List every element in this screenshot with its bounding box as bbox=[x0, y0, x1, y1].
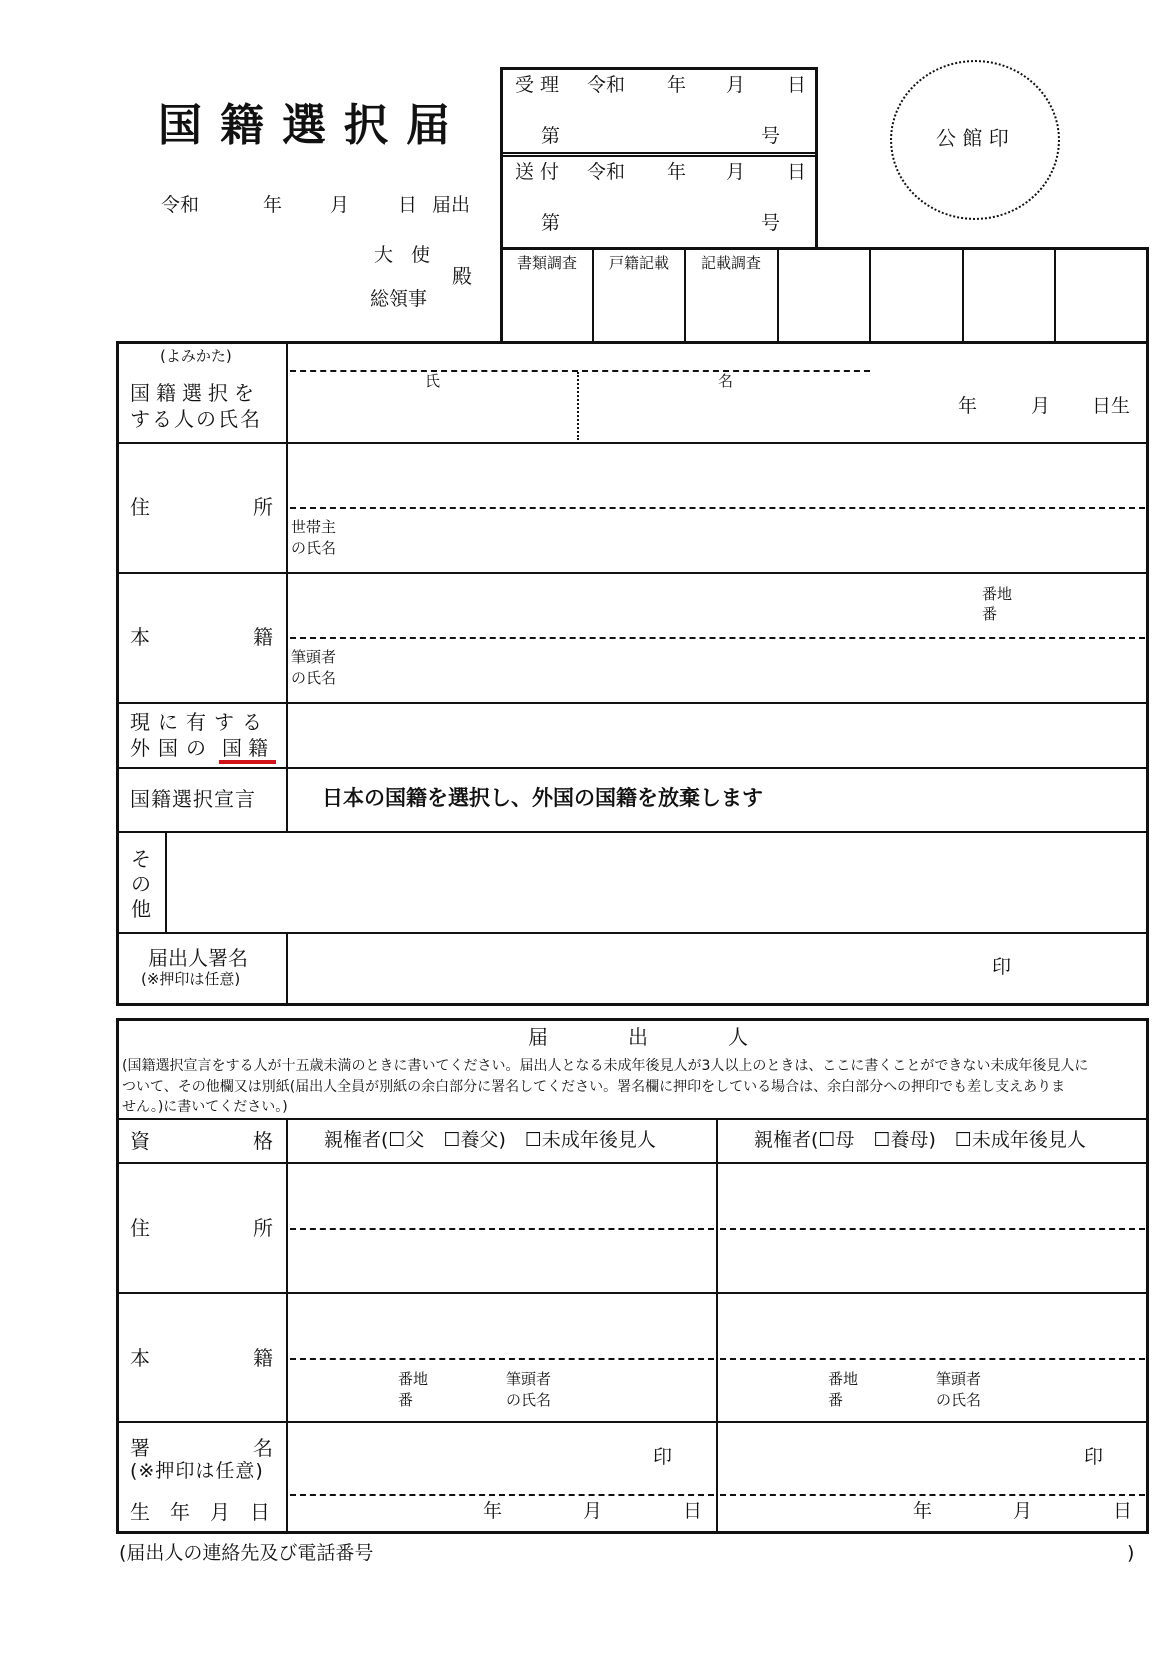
householder-name-input[interactable] bbox=[350, 510, 1145, 570]
notifier-2-banchi: 番地 bbox=[828, 1370, 859, 1388]
honseki-label-right: 籍 bbox=[253, 625, 273, 649]
notifier-row-divider bbox=[118, 1162, 1147, 1164]
office-divider-2 bbox=[502, 155, 816, 157]
send-day: 日 bbox=[787, 161, 807, 183]
row-divider bbox=[118, 442, 1147, 444]
householder-label-1: 世帯主 bbox=[291, 518, 337, 536]
date-day: 日 bbox=[398, 194, 418, 216]
addressee-consul: 総領事 bbox=[370, 288, 428, 310]
date-year: 年 bbox=[263, 194, 283, 216]
notifier-1-ban: 番 bbox=[398, 1391, 414, 1409]
foreign-label-line2a: 外国の bbox=[130, 736, 214, 760]
receipt-day: 日 bbox=[787, 74, 807, 96]
notifier-label-divider bbox=[286, 1120, 288, 1532]
receipt-label: 受 理 bbox=[515, 74, 560, 96]
signature-seal: 印 bbox=[992, 956, 1012, 978]
check-divider bbox=[869, 249, 871, 342]
signature-label: 届出人署名 bbox=[148, 946, 248, 970]
send-dai: 第 bbox=[541, 212, 561, 234]
signature-note: (※押印は任意) bbox=[141, 970, 241, 988]
notifier-row-divider bbox=[118, 1421, 1147, 1423]
honseki-label-left: 本 bbox=[130, 625, 150, 649]
notifier-2-honseki-input[interactable] bbox=[720, 1295, 1145, 1419]
row-divider bbox=[118, 767, 1147, 769]
receipt-month: 月 bbox=[726, 74, 746, 96]
notifier-address-label-right: 所 bbox=[253, 1216, 273, 1240]
check-divider bbox=[592, 249, 594, 342]
receipt-go: 号 bbox=[761, 125, 781, 147]
notifier-2-head-2: の氏名 bbox=[936, 1391, 982, 1409]
notifier-1-head-2: の氏名 bbox=[506, 1391, 552, 1409]
surname-label: 氏 bbox=[425, 372, 441, 390]
notifier-note-1: (国籍選択宣言をする人が十五歳未満のときに書いてください。届出人となる未成年後見人が3人以上のときは、ここに書くことができない未成年後見人に bbox=[122, 1058, 1089, 1074]
notifier-1-birth-day: 日 bbox=[683, 1500, 703, 1522]
notifier-sign-label-right: 名 bbox=[253, 1436, 273, 1460]
notifier-header: 届 出 人 bbox=[528, 1025, 748, 1049]
notifier-note-3: せん。)に書いてください。) bbox=[122, 1099, 288, 1115]
qualification-options-1[interactable]: 親権者(☐父 ☐養父) ☐未成年後見人 bbox=[324, 1129, 656, 1151]
family-head-label-2: の氏名 bbox=[291, 669, 337, 687]
notifier-birth-dashed bbox=[290, 1494, 714, 1496]
check-row bbox=[500, 247, 1149, 344]
notifier-note-2: ついて、その他欄又は別紙(届出人全員が別紙の余白部分に署名してください。署名欄に押印をしている場合は、余白部分への押印でも差し支えありま bbox=[122, 1079, 1066, 1095]
notifier-sign-note: (※押印は任意) bbox=[130, 1460, 264, 1482]
check-divider bbox=[1054, 249, 1056, 342]
receipt-era: 令和 bbox=[587, 74, 626, 96]
notifier-2-address-input[interactable] bbox=[720, 1165, 1145, 1290]
qualification-label-left: 資 bbox=[130, 1129, 150, 1153]
notifier-2-seal: 印 bbox=[1084, 1446, 1104, 1468]
contact-input[interactable] bbox=[400, 1540, 1120, 1568]
foreign-label-line1: 現に有する bbox=[130, 710, 270, 734]
other-label-3: 他 bbox=[131, 897, 151, 921]
notifier-honseki-label-right: 籍 bbox=[253, 1346, 273, 1370]
notifier-birth-dashed bbox=[720, 1494, 1145, 1496]
address-label-right: 所 bbox=[253, 495, 273, 519]
notifier-2-birth-day: 日 bbox=[1113, 1500, 1133, 1522]
addressee-ambassador: 大 使 bbox=[374, 244, 437, 266]
consulate-seal-label: 公 館 印 bbox=[936, 126, 1009, 150]
foreign-label-line2b: 国籍 bbox=[222, 736, 274, 760]
other-input[interactable] bbox=[170, 835, 1145, 930]
birth-year: 年 bbox=[958, 395, 978, 417]
notifier-1-birth-year: 年 bbox=[483, 1500, 503, 1522]
send-era: 令和 bbox=[587, 161, 626, 183]
contact-label: (届出人の連絡先及び電話番号 bbox=[119, 1542, 374, 1564]
notifier-2-head-1: 筆頭者 bbox=[936, 1370, 982, 1388]
check-document-review: 書類調査 bbox=[517, 254, 578, 272]
notifier-column-divider bbox=[716, 1120, 718, 1532]
notifier-sign-label-left: 署 bbox=[130, 1436, 150, 1460]
check-entry-review: 記載調査 bbox=[701, 254, 762, 272]
send-label: 送 付 bbox=[515, 161, 560, 183]
name-input-area[interactable] bbox=[290, 374, 1145, 440]
receipt-dai: 第 bbox=[541, 125, 561, 147]
householder-label-2: の氏名 bbox=[291, 539, 337, 557]
declaration-text: 日本の国籍を選択し、外国の国籍を放棄します bbox=[322, 786, 763, 810]
notifier-row-divider bbox=[118, 1118, 1147, 1120]
notifier-1-banchi: 番地 bbox=[398, 1370, 429, 1388]
row-divider bbox=[118, 932, 1147, 934]
red-underline bbox=[219, 760, 276, 764]
birth-month: 月 bbox=[1031, 395, 1051, 417]
label-column-divider-other bbox=[165, 833, 167, 932]
name-label-line2: する人の氏名 bbox=[130, 407, 262, 431]
notifier-1-seal: 印 bbox=[653, 1446, 673, 1468]
row-divider bbox=[118, 702, 1147, 704]
signature-input[interactable] bbox=[290, 935, 1145, 1003]
notifier-1-head-1: 筆頭者 bbox=[506, 1370, 552, 1388]
honseki-input[interactable] bbox=[290, 575, 970, 635]
yomikata-dashed-line bbox=[290, 370, 870, 372]
address-input[interactable] bbox=[290, 445, 1145, 505]
qualification-label-right: 格 bbox=[253, 1129, 273, 1153]
date-submitted: 届出 bbox=[432, 194, 471, 216]
notifier-row-divider bbox=[118, 1292, 1147, 1294]
check-divider bbox=[962, 249, 964, 342]
declaration-label: 国籍選択宣言 bbox=[130, 787, 256, 811]
name-label-line1: 国籍選択を bbox=[130, 381, 260, 405]
notifier-1-signature-input[interactable] bbox=[290, 1424, 714, 1492]
family-head-label-1: 筆頭者 bbox=[291, 648, 337, 666]
send-year: 年 bbox=[667, 161, 687, 183]
addressee-honorific: 殿 bbox=[452, 264, 472, 288]
notifier-honseki-label-left: 本 bbox=[130, 1346, 150, 1370]
yomikata-label: (よみかた) bbox=[160, 347, 232, 365]
check-divider bbox=[684, 249, 686, 342]
notifier-2-ban: 番 bbox=[828, 1391, 844, 1409]
birth-day: 日生 bbox=[1092, 395, 1131, 417]
notifier-address-label-left: 住 bbox=[130, 1216, 150, 1240]
foreign-nationality-input[interactable] bbox=[290, 705, 1145, 765]
address-dashed-line bbox=[290, 507, 1145, 509]
given-name-label: 名 bbox=[718, 372, 734, 390]
date-era: 令和 bbox=[161, 194, 200, 216]
receipt-year: 年 bbox=[667, 74, 687, 96]
address-label-left: 住 bbox=[130, 495, 150, 519]
label-column-divider-sign bbox=[286, 932, 288, 1004]
row-divider bbox=[118, 572, 1147, 574]
form-title: 国籍選択届 bbox=[158, 100, 468, 151]
notifier-2-signature-input[interactable] bbox=[720, 1424, 1145, 1492]
row-divider bbox=[118, 831, 1147, 833]
send-go: 号 bbox=[761, 212, 781, 234]
family-head-name-input[interactable] bbox=[350, 640, 1145, 700]
notifier-1-honseki-input[interactable] bbox=[290, 1295, 714, 1419]
send-month: 月 bbox=[726, 161, 746, 183]
qualification-options-2[interactable]: 親権者(☐母 ☐養母) ☐未成年後見人 bbox=[754, 1129, 1086, 1151]
honseki-dashed-line bbox=[290, 637, 1145, 639]
notifier-1-address-input[interactable] bbox=[290, 1165, 714, 1290]
notifier-2-birth-month: 月 bbox=[1013, 1500, 1033, 1522]
other-label-2: の bbox=[131, 872, 151, 896]
check-family-register-entry: 戸籍記載 bbox=[609, 254, 670, 272]
date-month: 月 bbox=[330, 194, 350, 216]
check-divider bbox=[777, 249, 779, 342]
other-label-1: そ bbox=[131, 847, 151, 871]
notifier-2-birth-year: 年 bbox=[913, 1500, 933, 1522]
office-divider-1 bbox=[502, 152, 816, 154]
notifier-birth-label: 生 年 月 日 bbox=[130, 1500, 270, 1524]
honseki-banchi: 番地 bbox=[982, 585, 1013, 603]
contact-close: ) bbox=[1127, 1542, 1135, 1564]
label-column-divider bbox=[286, 343, 288, 833]
notifier-1-birth-month: 月 bbox=[583, 1500, 603, 1522]
honseki-ban: 番 bbox=[982, 605, 998, 623]
